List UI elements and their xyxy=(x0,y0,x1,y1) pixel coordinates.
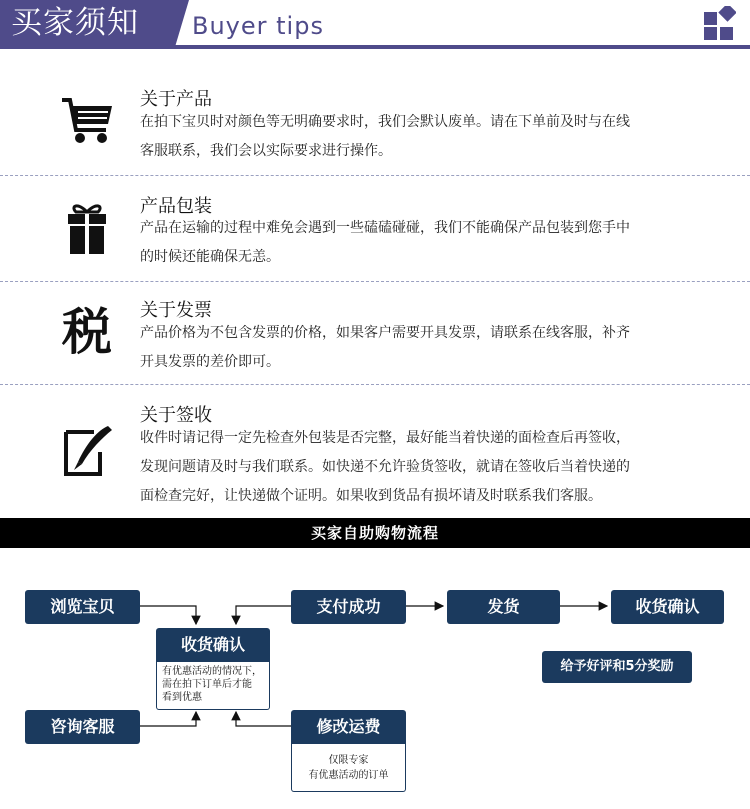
step-confirm-end: 收货确认 xyxy=(611,590,724,624)
reward-label: 给予好评和5分奖励 xyxy=(542,651,692,683)
tax-invoice-icon: 税 xyxy=(62,303,112,361)
step-modify: 修改运费 xyxy=(291,710,406,744)
step-ship: 发货 xyxy=(447,590,560,624)
header-title: 买家须知 xyxy=(0,0,175,47)
tip-text: 产品价格为不包含发票的价格，如果客户需要开具发票，请联系在线客服，补齐 开具发票的差价即可。 xyxy=(140,325,630,370)
step-browse: 浏览宝贝 xyxy=(25,590,140,624)
modify-note: 仅限专家 有优惠活动的订单 xyxy=(291,744,406,792)
step-pay: 支付成功 xyxy=(291,590,406,624)
tip-title: 关于发票 xyxy=(140,300,212,321)
tip-title: 关于签收 xyxy=(140,405,212,426)
confirm-mid-note: 有优惠活动的情况下， 需在拍下订单后才能 看到优惠 xyxy=(156,662,270,710)
tip-title: 关于产品 xyxy=(140,89,212,110)
header-subtitle: Buyer tips xyxy=(192,12,324,40)
step-consult: 咨询客服 xyxy=(25,710,140,744)
tip-text: 收件时请记得一定先检查外包装是否完整，最好能当着快递的面检查后再签收， 发现问题请及时与我们联系。如快递不允许验货签收，就请在签收后当着快递的 面检查完好，让快递做个证明。如果收到货品有损坏请及时联系我们客服。 xyxy=(140,430,630,504)
process-banner: 买家自助购物流程 xyxy=(0,518,750,548)
step-confirm-mid: 收货确认 xyxy=(156,628,270,662)
tip-text: 产品在运输的过程中难免会遇到一些磕磕碰碰，我们不能确保产品包装到您手中 的时候还能确保无恙。 xyxy=(140,220,630,265)
tip-text: 在拍下宝贝时对颜色等无明确要求时，我们会默认废单。请在下单前及时与在线 客服联系，我们会以实际要求进行操作。 xyxy=(140,114,630,159)
tip-title: 产品包装 xyxy=(140,196,212,217)
